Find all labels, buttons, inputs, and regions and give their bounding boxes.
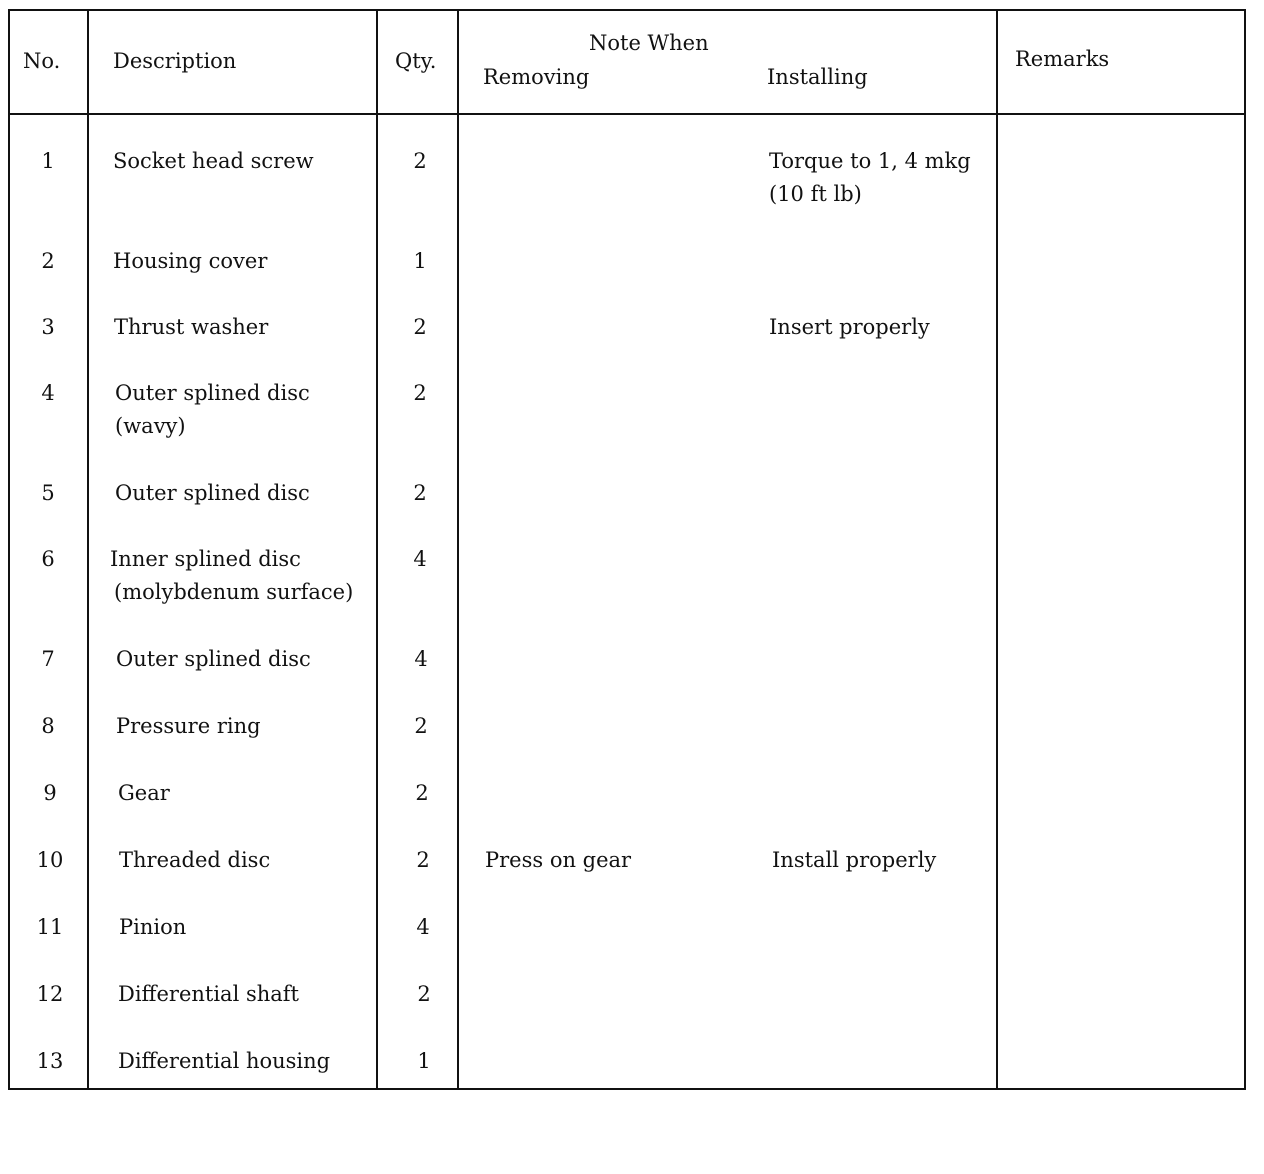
row-number: 7 <box>41 647 55 671</box>
row-description: Differential housing <box>118 1049 331 1073</box>
row-number: 6 <box>41 547 55 571</box>
row-qty: 1 <box>417 1049 431 1073</box>
row-qty: 2 <box>414 714 428 738</box>
row-number: 12 <box>36 982 64 1006</box>
row-qty: 4 <box>416 915 430 939</box>
header-description: Description <box>113 49 237 73</box>
row-description: Thrust washer <box>114 315 269 339</box>
row-qty: 4 <box>413 547 427 571</box>
row-number: 1 <box>41 149 55 173</box>
row-description: Outer splined disc <box>115 481 310 505</box>
row-number: 2 <box>41 249 55 273</box>
header-remarks: Remarks <box>1015 47 1110 71</box>
row-number: 4 <box>41 381 55 405</box>
row-description: Outer splined disc <box>116 647 311 671</box>
row-description: Pinion <box>119 915 187 939</box>
row-qty: 4 <box>414 647 428 671</box>
row-qty: 1 <box>413 249 427 273</box>
row-installing: Install properly <box>772 848 937 872</box>
row-number: 10 <box>36 848 64 872</box>
row-number: 3 <box>41 315 55 339</box>
row-number: 8 <box>41 714 55 738</box>
row-description-line2: (molybdenum surface) <box>114 580 354 604</box>
row-description: Threaded disc <box>119 848 271 872</box>
row-number: 11 <box>36 915 64 939</box>
row-description: Differential shaft <box>118 982 299 1006</box>
row-number: 5 <box>41 481 55 505</box>
row-installing: Torque to 1, 4 mkg <box>769 149 971 173</box>
header-removing: Removing <box>483 65 590 89</box>
row-qty: 2 <box>413 381 427 405</box>
row-number: 13 <box>36 1049 64 1073</box>
row-description: Housing cover <box>113 249 268 273</box>
row-description-line2: (wavy) <box>115 414 186 438</box>
row-description: Gear <box>118 781 170 805</box>
row-description: Inner splined disc <box>110 547 301 571</box>
parts-table <box>8 9 1246 1090</box>
row-qty: 2 <box>413 315 427 339</box>
column-divider <box>376 11 378 1088</box>
row-qty: 2 <box>417 982 431 1006</box>
header-divider <box>10 113 1244 115</box>
row-installing: Insert properly <box>769 315 930 339</box>
row-installing-line2: (10 ft lb) <box>769 182 862 206</box>
row-qty: 2 <box>413 481 427 505</box>
row-qty: 2 <box>415 781 429 805</box>
row-number: 9 <box>43 781 57 805</box>
header-note-when: Note When <box>589 31 709 55</box>
row-description: Outer splined disc <box>115 381 310 405</box>
header-qty: Qty. <box>395 49 437 73</box>
column-divider <box>996 11 998 1088</box>
row-qty: 2 <box>416 848 430 872</box>
row-description: Socket head screw <box>113 149 314 173</box>
row-description: Pressure ring <box>116 714 261 738</box>
header-no: No. <box>23 49 61 73</box>
row-removing: Press on gear <box>485 848 632 872</box>
header-installing: Installing <box>767 65 868 89</box>
row-qty: 2 <box>413 149 427 173</box>
